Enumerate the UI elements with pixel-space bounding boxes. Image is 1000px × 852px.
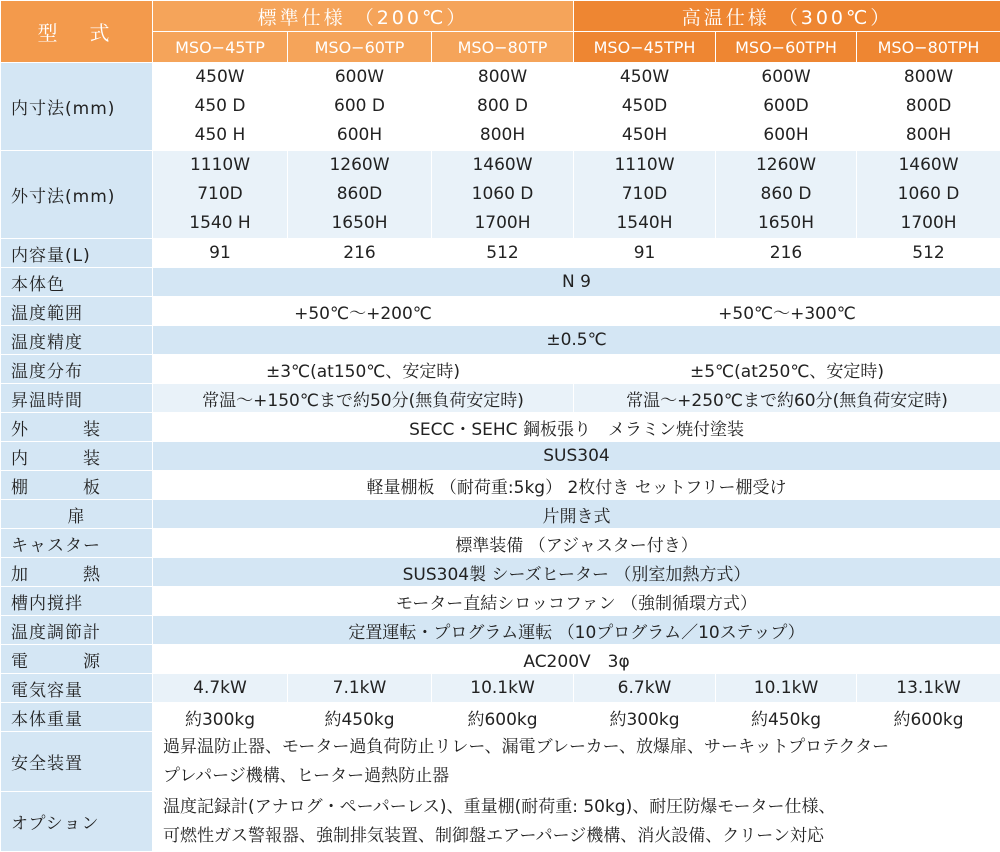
power-capacity-label: 電気容量 [1,674,153,703]
model-header: MSO−45TP [153,32,288,63]
temp-range-row [1,297,1000,326]
temp-distribution-row [1,355,1000,384]
exterior-label: 外 装 [1,413,153,442]
weight-cell: 約600kg [857,703,1000,732]
weight-cell: 約450kg [716,703,857,732]
controller-label: 温度調節計 [1,616,153,645]
temp-accuracy-label: 温度精度 [1,326,153,355]
capacity-cell: 91 [574,239,716,268]
power-capacity-cell: 13.1kW [857,674,1000,703]
power-label: 電 源 [1,645,153,674]
color-row [1,268,1000,297]
model-header: MSO−45TPH [574,32,716,63]
weight-cell: 約450kg [288,703,432,732]
safety-value [153,732,1000,792]
model-header: MSO−80TP [432,32,574,63]
power-capacity-row [1,674,1000,703]
agitation-label: 槽内撹拌 [1,587,153,616]
capacity-label: 内容量(L) [1,239,153,268]
inner-size-cell: 600W 600D 600H [716,63,857,151]
temp-distribution-label: 温度分布 [1,355,153,384]
inner-size-label: 内寸法(mm) [1,63,153,151]
interior-value: SUS304 [153,442,1000,471]
temp-range-label: 温度範囲 [1,297,153,326]
outer-size-row [1,151,1000,239]
model-header: MSO−80TPH [857,32,1000,63]
capacity-cell: 512 [432,239,574,268]
weight-cell: 約300kg [153,703,288,732]
heating-value: SUS304製 シーズヒーター （別室加熱方式） [153,558,1000,587]
weight-cell: 約300kg [574,703,716,732]
temp-accuracy-row [1,326,1000,355]
caster-value: 標準装備 （アジャスター付き） [153,529,1000,558]
safety-row [1,732,1000,792]
color-label: 本体色 [1,268,153,297]
temp-distribution-high: ±5℃(at250℃、安定時) [574,355,1000,384]
agitation-value: モーター直結シロッコファン （強制循環方式） [153,587,1000,616]
safety-label: 安全装置 [1,732,153,792]
caster-row [1,529,1000,558]
power-capacity-cell: 10.1kW [432,674,574,703]
power-capacity-cell: 4.7kW [153,674,288,703]
temp-distribution-standard: ±3℃(at150℃、安定時) [153,355,574,384]
temp-accuracy-value: ±0.5℃ [153,326,1000,355]
agitation-row [1,587,1000,616]
options-line: 可燃性ガス警報器、強制排気装置、制御盤エアーパージ機構、消火設備、クリーン対応 [163,822,1000,851]
options-value [153,792,1000,852]
options-row [1,792,1000,852]
heating-row [1,558,1000,587]
exterior-row [1,413,1000,442]
weight-label: 本体重量 [1,703,153,732]
capacity-cell: 91 [153,239,288,268]
power-value: AC200V 3φ [153,645,1000,674]
exterior-value: SECC・SEHC 鋼板張り メラミン焼付塗装 [153,413,1000,442]
interior-label: 内 装 [1,442,153,471]
capacity-cell: 512 [857,239,1000,268]
outer-size-cell: 1110W 710D 1540 H [153,151,288,239]
inner-size-cell: 800W 800 D 800H [432,63,574,151]
options-label: オプション [1,792,153,852]
heatup-time-high: 常温〜+250℃まで約60分(無負荷安定時) [574,384,1000,413]
type-header: 型 式 [1,1,153,63]
heatup-time-row [1,384,1000,413]
power-capacity-cell: 10.1kW [716,674,857,703]
capacity-cell: 216 [288,239,432,268]
outer-size-cell: 1460W 1060 D 1700H [432,151,574,239]
weight-row [1,703,1000,732]
controller-row [1,616,1000,645]
outer-size-label: 外寸法(mm) [1,151,153,239]
outer-size-cell: 1260W 860D 1650H [288,151,432,239]
safety-line: プレパージ機構、ヒーター過熱防止器 [163,762,1000,791]
model-header: MSO−60TPH [716,32,857,63]
weight-cell: 約600kg [432,703,574,732]
door-label: 扉 [1,500,153,529]
options-line: 温度記録計(アナログ・ペーパーレス)、重量棚(耐荷重: 50kg)、耐圧防爆モーター仕様、 [163,793,1000,822]
shelf-label: 棚 板 [1,471,153,500]
temp-range-standard: +50℃〜+200℃ [153,297,574,326]
inner-size-cell: 600W 600 D 600H [288,63,432,151]
inner-size-row [1,63,1000,151]
shelf-value: 軽量棚板 （耐荷重:5kg） 2枚付き セットフリー棚受け [153,471,1000,500]
inner-size-cell: 450W 450 D 450 H [153,63,288,151]
controller-value: 定置運転・プログラム運転 （10プログラム／10ステップ） [153,616,1000,645]
power-capacity-cell: 7.1kW [288,674,432,703]
standard-spec-header: 標準仕様 （200℃） [153,1,574,32]
temp-range-high: +50℃〜+300℃ [574,297,1000,326]
outer-size-cell: 1260W 860 D 1650H [716,151,857,239]
shelf-row [1,471,1000,500]
inner-size-cell: 450W 450D 450H [574,63,716,151]
outer-size-cell: 1110W 710D 1540H [574,151,716,239]
caster-label: キャスター [1,529,153,558]
power-capacity-cell: 6.7kW [574,674,716,703]
heating-label: 加 熱 [1,558,153,587]
capacity-row [1,239,1000,268]
heatup-time-standard: 常温〜+150℃まで約50分(無負荷安定時) [153,384,574,413]
color-value: N 9 [153,268,1000,297]
capacity-cell: 216 [716,239,857,268]
outer-size-cell: 1460W 1060 D 1700H [857,151,1000,239]
interior-row [1,442,1000,471]
door-value: 片開き式 [153,500,1000,529]
safety-line: 過昇温防止器、モーター過負荷防止リレー、漏電ブレーカー、放爆扉、サーキットプロテクター [163,733,1000,762]
high-temp-spec-header: 高温仕様 （300℃） [574,1,1000,32]
heatup-time-label: 昇温時間 [1,384,153,413]
model-header: MSO−60TP [288,32,432,63]
door-row [1,500,1000,529]
inner-size-cell: 800W 800D 800H [857,63,1000,151]
power-row [1,645,1000,674]
